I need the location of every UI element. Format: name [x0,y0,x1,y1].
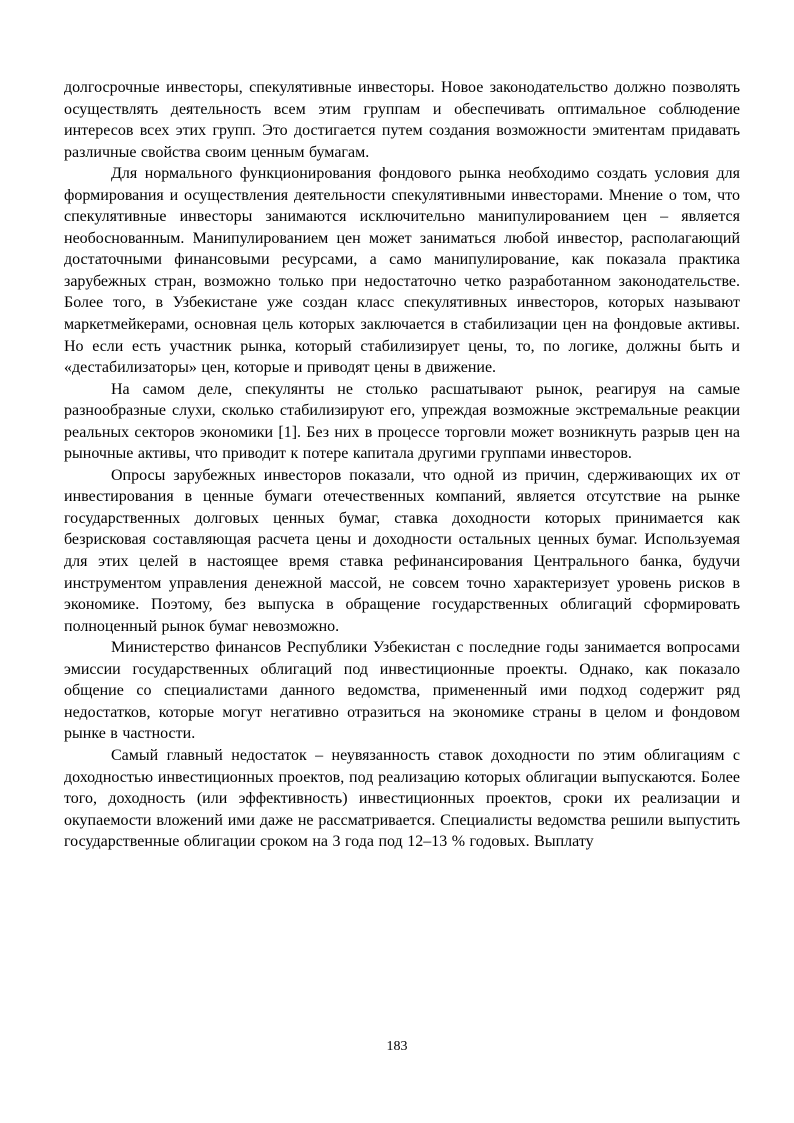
paragraph-4: Опросы зарубежных инвесторов показали, что одной из причин, сдерживающих их от инвестирования в ценные бумаги отечественных компаний, является отсутствие на рынке государственных долговых ценных бумаг, ставка доходности которых принимается как безрисковая составляющая расчета цены и доходности остальных ценных бумаг. Используемая для этих целей в настоящее время ставка рефинансирования Центрального банка, будучи инструментом управления денежной массой, не совсем точно характеризует уровень рисков в экономике. Поэтому, без выпуска в обращение государственных облигаций сформировать полноценный рынок бумаг невозможно. [64,466,740,635]
page-body [64,77,740,853]
paragraph-5: Министерство финансов Республики Узбекистан с последние годы занимается вопросами эмиссии государственных облигаций под инвестиционные проекты. Однако, как показало общение со специалистами данного ведомства, примененный ими подход содержит ряд недостатков, которые могут негативно отразиться на экономике страны в целом и фондовом рынке в частности. [64,639,740,743]
paragraph-2: Для нормального функционирования фондового рынка необходимо создать условия для формирования и осуществления деятельности спекулятивными инвесторами. Мнение о том, что спекулятивные инвесторы занимаются исключительно манипулированием цен – является необоснованным. Манипулированием цен может заниматься любой инвестор, располагающий достаточными финансовыми ресурсами, а само манипулирование, как показала практика зарубежных стран, возможно только при недостаточно четко разработанном законодательстве. Более того, в Узбекистане уже создан класс спекулятивных инвесторов, которых называют маркетмейкерами, основная цель которых заключается в стабилизации цен на фондовые активы. Но если есть участник рынка, который стабилизирует цены, то, по логике, должны быть и «дестабилизаторы» цен, которые и приводят цены в движение. [64,165,740,377]
paragraph-6: Самый главный недостаток – неувязанность ставок доходности по этим облигациям с доходностью инвестиционных проектов, под реализацию которых облигации выпускаются. Более того, доходность (или эффективность) инвестиционных проектов, сроки их реализации и окупаемости вложений ими даже не рассматривается. Специалисты ведомства решили выпустить государственные облигации сроком на 3 года под 12–13 % годовых. Выплату [64,746,740,851]
page-number: 183 [386,1039,408,1054]
paragraph-continuation: долгосрочные инвесторы, спекулятивные инвесторы. Новое законодательство должно позволять осуществлять деятельность всем этим группам и обеспечивать оптимальное соблюдение интересов всех этих групп. Это достигается путем создания возможности эмитентам придавать различные свойства своим ценным бумагам. [64,79,740,161]
paragraph-3: На самом деле, спекулянты не столько расшатывают рынок, реагируя на самые разнообразные слухи, сколько стабилизируют его, упреждая возможные экстремальные реакции реальных секторов экономики [1]. Без них в процессе торговли может возникнуть разрыв цен на рыночные активы, что приводит к потере капитала другими группами инвесторов. [64,380,740,463]
